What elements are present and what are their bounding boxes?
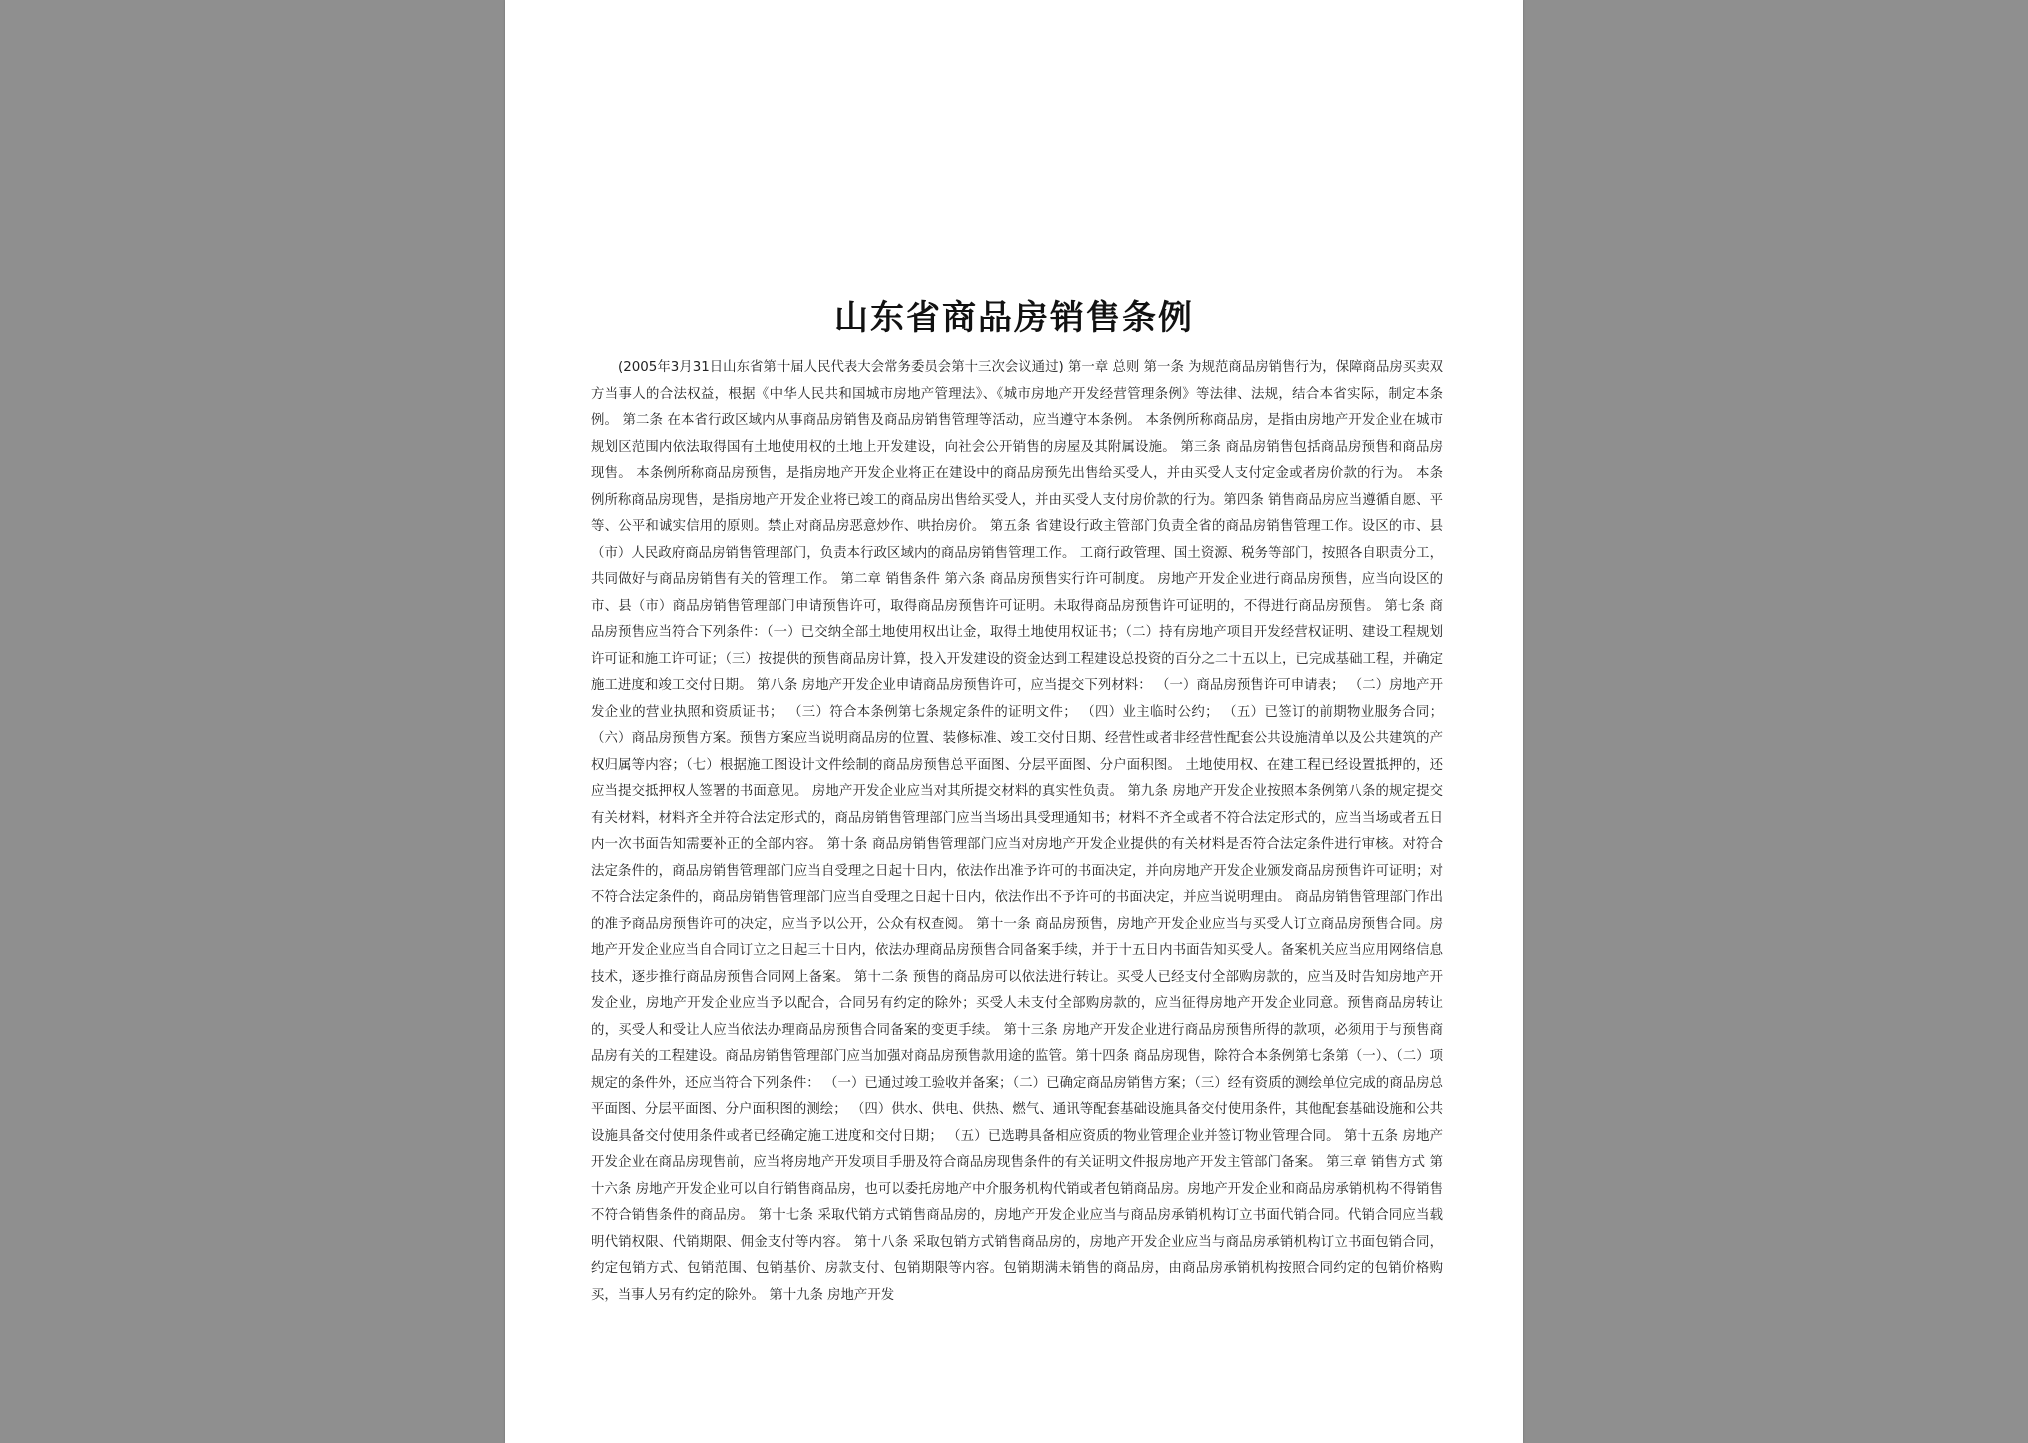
document-body: (2005年3月31日山东省第十届人民代表大会常务委员会第十三次会议通过) 第一章 总则 第一条 为规范商品房销售行为，保障商品房买卖双方当事人的合法权益，根据《中华人民共和国城市房地产管理法》、《城市房地产开发经营管理条例》等法律、法规，结合本省实际，制定本条例。 第二条 在本省行政区域内从事商品房销售及商品房销售管理等活动，应当遵守本条例。 本条例所称商品房，是指由房地产开发企业在城市规划区范围内依法取得国有土地使用权的土地上开发建设，向社会公开销售的房屋及其附属设施。 第三条 商品房销售包括商品房预售和商品房现售。 本条例所称商品房预售，是指房地产开发企业将正在建设中的商品房预先出售给买受人，并由买受人支付定金或者房价款的行为。 本条例所称商品房现售，是指房地产开发企业将已竣工的商品房出售给买受人，并由买受人支付房价款的行为。第四条 销售商品房应当遵循自愿、平等、公平和诚实信用的原则。禁止对商品房恶意炒作、哄抬房价。 第五条 省建设行政主管部门负责全省的商品房销售管理工作。设区的市、县（市）人民政府商品房销售管理部门，负责本行政区域内的商品房销售管理工作。 工商行政管理、国土资源、税务等部门，按照各自职责分工，共同做好与商品房销售有关的管理工作。 第二章 销售条件 第六条 商品房预售实行许可制度。 房地产开发企业进行商品房预售，应当向设区的市、县（市）商品房销售管理部门申请预售许可，取得商品房预售许可证明。未取得商品房预售许可证明的，不得进行商品房预售。 第七条 商品房预售应当符合下列条件：（一）已交纳全部土地使用权出让金，取得土地使用权证书；（二）持有房地产项目开发经营权证明、建设工程规划许可证和施工许可证；（三）按提供的预售商品房计算，投入开发建设的资金达到工程建设总投资的百分之二十五以上，已完成基础工程，并确定施工进度和竣工交付日期。 第八条 房地产开发企业申请商品房预售许可，应当提交下列材料： （一）商品房预售许可申请表； （二）房地产开发企业的营业执照和资质证书； （三）符合本条例第七条规定条件的证明文件； （四）业主临时公约； （五）已签订的前期物业服务合同；（六）商品房预售方案。预售方案应当说明商品房的位置、装修标准、竣工交付日期、经营性或者非经营性配套公共设施清单以及公共建筑的产权归属等内容；（七）根据施工图设计文件绘制的商品房预售总平面图、分层平面图、分户面积图。 土地使用权、在建工程已经设置抵押的，还应当提交抵押权人签署的书面意见。 房地产开发企业应当对其所提交材料的真实性负责。 第九条 房地产开发企业按照本条例第八条的规定提交有关材料，材料齐全并符合法定形式的，商品房销售管理部门应当当场出具受理通知书；材料不齐全或者不符合法定形式的，应当当场或者五日内一次书面告知需要补正的全部内容。 第十条 商品房销售管理部门应当对房地产开发企业提供的有关材料是否符合法定条件进行审核。对符合法定条件的，商品房销售管理部门应当自受理之日起十日内，依法作出准予许可的书面决定，并向房地产开发企业颁发商品房预售许可证明；对不符合法定条件的，商品房销售管理部门应当自受理之日起十日内，依法作出不予许可的书面决定，并应当说明理由。 商品房销售管理部门作出的准予商品房预售许可的决定，应当予以公开，公众有权查阅。 第十一条 商品房预售，房地产开发企业应当与买受人订立商品房预售合同。房地产开发企业应当自合同订立之日起三十日内，依法办理商品房预售合同备案手续，并于十五日内书面告知买受人。备案机关应当应用网络信息技术，逐步推行商品房预售合同网上备案。 第十二条 预售的商品房可以依法进行转让。买受人已经支付全部购房款的，应当及时告知房地产开发企业，房地产开发企业应当予以配合，合同另有约定的除外；买受人未支付全部购房款的，应当征得房地产开发企业同意。预售商品房转让的，买受人和受让人应当依法办理商品房预售合同备案的变更手续。 第十三条 房地产开发企业进行商品房预售所得的款项，必须用于与预售商品房有关的工程建设。商品房销售管理部门应当加强对商品房预售款用途的监管。第十四条 商品房现售，除符合本条例第七条第（一）、（二）项规定的条件外，还应当符合下列条件： （一）已通过竣工验收并备案；（二）已确定商品房销售方案；（三）经有资质的测绘单位完成的商品房总平面图、分层平面图、分户面积图的测绘； （四）供水、供电、供热、燃气、通讯等配套基础设施具备交付使用条件，其他配套基础设施和公共设施具备交付使用条件或者已经确定施工进度和交付日期； （五）已选聘具备相应资质的物业管理企业并签订物业管理合同。 第十五条 房地产开发企业在商品房现售前，应当将房地产开发项目手册及符合商品房现售条件的有关证明文件报房地产开发主管部门备案。 第三章 销售方式 第十六条 房地产开发企业可以自行销售商品房，也可以委托房地产中介服务机构代销或者包销商品房。房地产开发企业和商品房承销机构不得销售不符合销售条件的商品房。 第十七条 采取代销方式销售商品房的，房地产开发企业应当与商品房承销机构订立书面代销合同。代销合同应当载明代销权限、代销期限、佣金支付等内容。 第十八条 采取包销方式销售商品房的，房地产开发企业应当与商品房承销机构订立书面包销合同，约定包销方式、包销范围、包销基价、房款支付、包销期限等内容。包销期满未销售的商品房，由商品房承销机构按照合同约定的包销价格购买，当事人另有约定的除外。 第十九条 房地产开发 bbox=[591, 360, 1443, 1303]
document-page bbox=[505, 0, 1523, 1443]
document-title: 山东省商品房销售条例 bbox=[834, 298, 1194, 338]
